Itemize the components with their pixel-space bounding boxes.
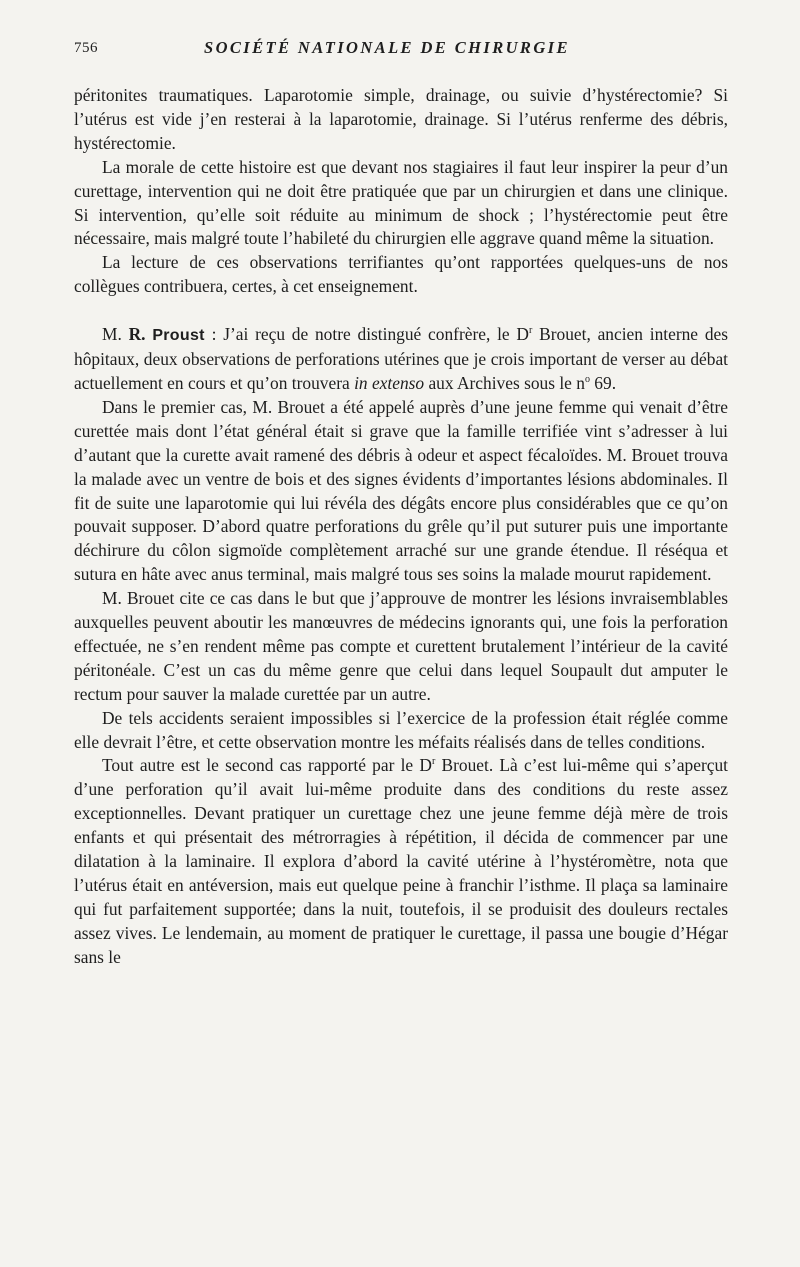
paragraph-6: M. Brouet cite ce cas dans le but que j’approuve de montrer les lésions invraisemblables auxquelles peuvent aboutir les manœuvres de médecins ignorants qui, une fois la perforation effectuée, ne s’en rendent même pas compte et curettent brutalement l’intérieur de la cavité péritonéale. C’est un cas du même genre que celui dans lequel Soupault dut amputer le rectum pour sauver la malade curettée par un autre. — [74, 588, 728, 704]
paragraph-7: De tels accidents seraient impossibles si l’exercice de la profession était réglée comme elle devrait l’être, et cette observation montre les méfaits réalisés dans de telles conditions. — [74, 707, 728, 752]
running-title: SOCIÉTÉ NATIONALE DE CHIRURGIE — [204, 38, 570, 57]
speaker-initial: R. — [128, 324, 146, 345]
section-gap — [74, 299, 728, 323]
paragraph-1: péritonites traumatiques. Laparotomie simple, drainage, ou suivie d’hystérectomie? Si l’utérus est vide j’en resterai à la laparotomie, drainage. Si l’utérus renferme des débris, hystérectomie. — [74, 85, 728, 153]
paragraph-8-lead: Tout autre est le second cas rapporté par le D — [102, 755, 432, 776]
doctor-superscript: r — [529, 325, 533, 337]
italic-in-extenso: in extenso — [354, 372, 425, 393]
paragraph-5: Dans le premier cas, M. Brouet a été appelé auprès d’une jeune femme qui venait d’être curettée mais dont l’état général était si grave que la famille terrifiée vint s’adresser à lui d’autant que la curette avait ramené des débris à odeur et aspect fécaloïdes. M. Brouet trouva la malade avec un ventre de bois et des signes évidents d’importantes lésions abdominales. Il fit de suite une laparotomie qui lui révéla des dégâts encore plus considérables que ce qu’on pouvait supposer. D’abord quatre perforations du grêle qu’il put suturer puis une importante déchirure du côlon sigmoïde complètement arraché sur une grande étendue. Il réséqua et sutura en hâte avec anus terminal, mais malgré tous ses soins la malade mourut rapidement. — [74, 396, 728, 585]
paragraph-4-text-b: aux Archives sous le n — [424, 372, 585, 393]
speaker-prefix: M. — [102, 324, 129, 345]
speaker-name: Proust — [152, 327, 205, 345]
doctor-superscript-2: r — [431, 756, 436, 768]
paragraph-8-text: Brouet. Là c’est lui-même qui s’aperçut d’une perforation qu’il avait lui-même produite dans des conditions du reste assez exceptionnelles. Devant pratiquer un curettage chez une jeune femme déjà mère de trois enfants et qui présentait des métrorragies à répétition, il décida de commencer par une dilatation à la laminaire. Il explora d’abord la cavité utérine à l’hystéromètre, nota que l’utérus était en antéversion, mais eut quelque peine à franchir l’isthme. Il plaça sa laminaire qui fut parfaitement supportée; dans la nuit, toutefois, il se produisit des douleurs rectales assez vives. Le lendemain, au moment de pratiquer le curettage, il passa une bougie d’Hégar sans le — [74, 755, 729, 967]
number-superscript: o — [584, 374, 590, 386]
paragraph-8 — [74, 754, 728, 969]
paragraph-4-text-c: 69. — [589, 372, 617, 393]
running-header — [74, 38, 728, 62]
paragraph-3: La lecture de ces observations terrifiantes qu’ont rapportées quelques-uns de nos collègues contribuera, certes, à cet enseignement. — [74, 252, 728, 297]
paragraph-4 — [74, 323, 728, 396]
page — [74, 38, 728, 970]
page-number: 756 — [74, 40, 98, 56]
paragraph-2: La morale de cette histoire est que devant nos stagiaires il faut leur inspirer la peur d’un curettage, intervention qui ne doit être pratiquée que par un chirurgien et dans une clinique. Si intervention, qu’elle soit réduite au minimum de shock ; l’hystérectomie peut être nécessaire, mais malgré toute l’habileté du chirurgien elle aggrave quand même la situation. — [74, 156, 728, 249]
paragraph-4-text-a: Brouet, ancien interne des hôpitaux, deux observations de perforations utérines que je crois important de verser au débat actuellement en cours et qu’on trouvera — [74, 324, 728, 393]
paragraph-4-lead: : J’ai reçu de notre distingué confrère, le D — [204, 324, 529, 345]
